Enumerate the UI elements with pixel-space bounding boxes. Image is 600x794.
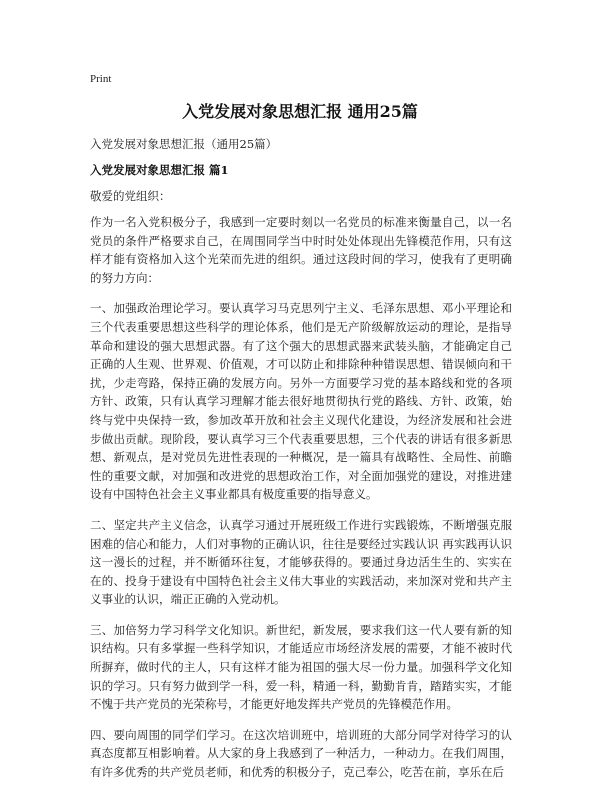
subtitle: 入党发展对象思想汇报（通用25篇） — [90, 137, 278, 151]
paragraph-4: 四、要向周围的同学们学习。在这次培训班中，培训班的大部分同学对待学习的认真态度都互相影响着。从大家的身上我感到了一种活力，一种动力。在我们周围，有许多优秀的共产党员老师，和优秀的积极分子，克己奉公，吃苦在前，享乐在后 — [90, 727, 512, 780]
greeting: 敬爱的党组织： — [90, 189, 171, 203]
paragraph-3: 三、加倍努力学习科学文化知识。新世纪，新发展，要求我们这一代人要有新的知识结构。只有多掌握一些科学知识，才能适应市场经济发展的需要，才能不被时代所摒弃，做时代的主人，只有这样才能为祖国的强大尽一份力量。加强科学文化知识的学习。只有努力做到学一科，爱一科，精通一科，勤勤肯肯，踏踏实实，才能不愧于共产党员的光荣称号，才能更好地发挥共产党员的先锋模范作用。 — [90, 622, 512, 712]
section-heading: 入党发展对象思想汇报 篇1 — [90, 163, 229, 177]
page-title: 入党发展对象思想汇报 通用25篇 — [182, 102, 418, 121]
paragraph-2: 二、坚定共产主义信念，认真学习通过开展班级工作进行实践锻炼，不断增强克服困难的信心和能力，人们对事物的正确认识，往往是要经过实践认识 再实践再认识这一漫长的过程，并不断循环往复，才能够获得的。要通过身边活生生的、实实在在的、投身于建设有中国特色社会主义伟大事业的实践活动，来加深对党和共产主义事业的认识，端正正确的入党动机。 — [90, 517, 512, 607]
document-body — [90, 213, 512, 794]
print-link[interactable]: Print — [90, 73, 112, 85]
paragraph-intro: 作为一名入党积极分子，我感到一定要时刻以一名党员的标准来衡量自己，以一名党员的条件严格要求自己，在周围同学当中时时处处体现出先锋模范作用，只有这样才能有资格加入这个光荣而先进的组织。通过这段时间的学习，使我有了更明确的努力方向： — [90, 215, 512, 285]
paragraph-1: 一、加强政治理论学习。要认真学习马克思列宁主义、毛泽东思想、邓小平理论和三个代表重要思想这些科学的理论体系，他们是无产阶级解放运动的理论，是指导革命和建设的强大思想武器。有了这个强大的思想武器来武装头脑，才能确定自己正确的人生观、世界观、价值观，才可以防止和排除种种错误思想、错误倾向和干扰，少走弯路，保持正确的发展方向。另外一方面要学习党的基本路线和党的各项方针、政策，只有认真学习理解才能去很好地贯彻执行党的路线、方针、政策，始终与党中央保持一致，参加改革开放和社会主义现代化建设，为经济发展和社会进步做出贡献。现阶段，要认真学习三个代表重要思想，三个代表的讲话有很多新思想、新观点，是对党员先进性表现的一种概况，是一篇具有战略性、全局性、前瞻性的重要文献，对加强和改进党的思想政治工作，对全面加强党的建设，对推进建设有中国特色社会主义事业都具有极度重要的指导意义。 — [90, 301, 512, 502]
